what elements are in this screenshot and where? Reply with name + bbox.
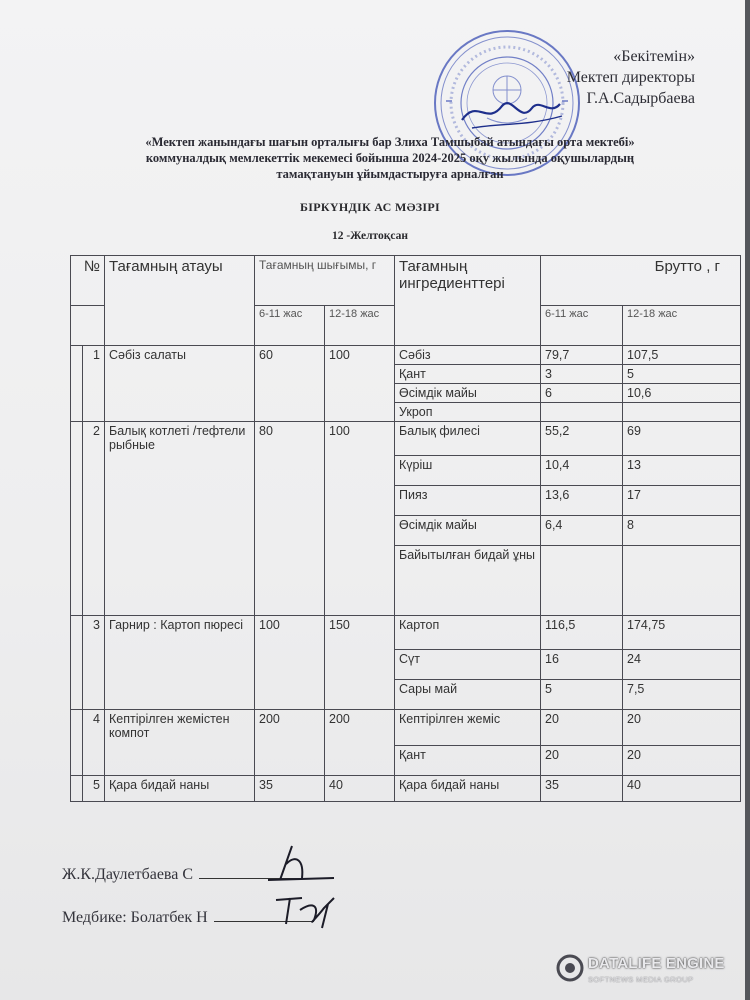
ingredient-brutto-6-11: 16 (541, 650, 623, 680)
ingredient-brutto-12-18: 8 (623, 516, 741, 546)
ingredient-brutto-6-11: 35 (541, 776, 623, 802)
ingredient-brutto-12-18: 174,75 (623, 616, 741, 650)
menu-date: 12 -Желтоқсан (331, 230, 409, 242)
dish-yield-12-18: 200 (325, 710, 395, 776)
ingredient-name: Сүт (395, 650, 541, 680)
ingredient-brutto-6-11 (541, 403, 623, 422)
dish-name: Қара бидай наны (105, 776, 255, 802)
ingredient-brutto-12-18: 20 (623, 710, 741, 746)
dish-yield-12-18: 150 (325, 616, 395, 710)
ingredient-brutto-6-11: 116,5 (541, 616, 623, 650)
ingredient-brutto-6-11: 3 (541, 365, 623, 384)
dish-yield-12-18: 40 (325, 776, 395, 802)
ingredient-name: Өсімдік майы (395, 384, 541, 403)
ingredient-brutto-6-11: 55,2 (541, 422, 623, 456)
ingredient-name: Өсімдік майы (395, 516, 541, 546)
row-indent (71, 710, 83, 776)
ingredient-brutto-12-18: 107,5 (623, 346, 741, 365)
ingredient-brutto-6-11: 10,4 (541, 456, 623, 486)
dish-name: Сәбіз салаты (105, 346, 255, 422)
approval-title: «Бекітемін» (613, 48, 695, 65)
ingredient-name: Қант (395, 365, 541, 384)
dish-name: Кептірілген жемістен компот (105, 710, 255, 776)
background-edge (745, 0, 750, 1000)
dish-yield-6-11: 200 (255, 710, 325, 776)
dish-name: Гарнир : Картоп пюресі (105, 616, 255, 710)
ingredient-brutto-12-18: 10,6 (623, 384, 741, 403)
ingredient-brutto-12-18: 40 (623, 776, 741, 802)
row-indent (71, 346, 83, 422)
ingredient-brutto-12-18: 20 (623, 746, 741, 776)
approval-director-name: Г.А.Садырбаева (586, 90, 695, 107)
dish-name: Балық котлеті /тефтели рыбные (105, 422, 255, 616)
dish-number: 3 (83, 616, 105, 710)
dish-yield-6-11: 35 (255, 776, 325, 802)
ingredient-name: Пияз (395, 486, 541, 516)
ingredient-brutto-12-18: 13 (623, 456, 741, 486)
row-indent (71, 422, 83, 616)
dish-number: 1 (83, 346, 105, 422)
ingredient-brutto-12-18: 24 (623, 650, 741, 680)
watermark-title: DATALIFE ENGINE (588, 955, 725, 972)
dish-yield-6-11: 60 (255, 346, 325, 422)
ingredient-name: Қара бидай наны (395, 776, 541, 802)
menu-title: БІРКҮНДІК АС МӘЗІРІ (300, 200, 440, 214)
header-brutto-12-18: 12-18 жас (623, 306, 741, 346)
header-ingredients: Тағамның ингредиенттері (395, 256, 541, 346)
approval-position: Мектеп директоры (566, 69, 695, 86)
table-header-row (71, 256, 741, 306)
dish-yield-12-18: 100 (325, 422, 395, 616)
menu-table-body (71, 346, 741, 802)
ingredient-name: Балық филесі (395, 422, 541, 456)
table-row (71, 616, 741, 650)
row-indent (71, 776, 83, 802)
dish-number: 2 (83, 422, 105, 616)
ingredient-name: Укроп (395, 403, 541, 422)
ingredient-brutto-12-18: 17 (623, 486, 741, 516)
ingredient-brutto-6-11: 6 (541, 384, 623, 403)
ingredient-brutto-6-11: 79,7 (541, 346, 623, 365)
header-dish: Тағамның атауы (105, 256, 255, 346)
nurse-name: Медбике: Болатбек Н (62, 909, 208, 926)
ingredient-brutto-6-11: 5 (541, 680, 623, 710)
heading-line-1: «Мектеп жанындағы шағын орталығы бар Злиха Тамшыбай атындағы орта мектебі» (145, 135, 635, 149)
table-row (71, 710, 741, 746)
dish-yield-6-11: 100 (255, 616, 325, 710)
header-number: № (71, 256, 105, 306)
ingredient-brutto-6-11: 20 (541, 746, 623, 776)
document-heading (100, 134, 680, 182)
ingredient-name: Қант (395, 746, 541, 776)
table-row (71, 422, 741, 456)
site-watermark (556, 951, 736, 995)
ingredient-brutto-6-11: 13,6 (541, 486, 623, 516)
heading-line-3: тамақтануын ұйымдастыруға арналған (276, 167, 504, 181)
menu-table (70, 255, 741, 802)
dish-number: 5 (83, 776, 105, 802)
ingredient-brutto-12-18 (623, 403, 741, 422)
header-yield-6-11: 6-11 жас (255, 306, 325, 346)
ingredient-brutto-6-11: 6,4 (541, 516, 623, 546)
ingredient-brutto-12-18 (623, 546, 741, 616)
table-row (71, 346, 741, 365)
ingredient-name: Сәбіз (395, 346, 541, 365)
watermark-subtitle: SOFTNEWS MEDIA GROUP (588, 975, 694, 984)
header-yield-12-18: 12-18 жас (325, 306, 395, 346)
ingredient-brutto-6-11 (541, 546, 623, 616)
row-indent (71, 616, 83, 710)
approval-block (567, 46, 695, 109)
ingredient-name: Кептірілген жеміс (395, 710, 541, 746)
header-brutto: Брутто , г (541, 256, 741, 306)
dish-yield-12-18: 100 (325, 346, 395, 422)
header-number-blank (71, 306, 105, 346)
ingredient-name: Сары май (395, 680, 541, 710)
heading-line-2: коммуналдық мемлекеттік мекемесі бойынша 2024-2025 оқу жылында оқушылардың (145, 151, 635, 165)
ingredient-brutto-12-18: 7,5 (623, 680, 741, 710)
ingredient-name: Күріш (395, 456, 541, 486)
dish-yield-6-11: 80 (255, 422, 325, 616)
ingredient-name: Картоп (395, 616, 541, 650)
cook-handwritten-signature (262, 842, 342, 884)
header-yield: Тағамның шығымы, г (255, 256, 395, 306)
datalife-logo-icon (556, 954, 584, 982)
ingredient-name: Байытылған бидай ұны (395, 546, 541, 616)
header-brutto-6-11: 6-11 жас (541, 306, 623, 346)
ingredient-brutto-12-18: 69 (623, 422, 741, 456)
nurse-handwritten-signature (268, 890, 348, 932)
ingredient-brutto-6-11: 20 (541, 710, 623, 746)
dish-number: 4 (83, 710, 105, 776)
ingredient-brutto-12-18: 5 (623, 365, 741, 384)
table-row (71, 776, 741, 802)
cook-name: Ж.К.Даулетбаева С (62, 866, 194, 883)
